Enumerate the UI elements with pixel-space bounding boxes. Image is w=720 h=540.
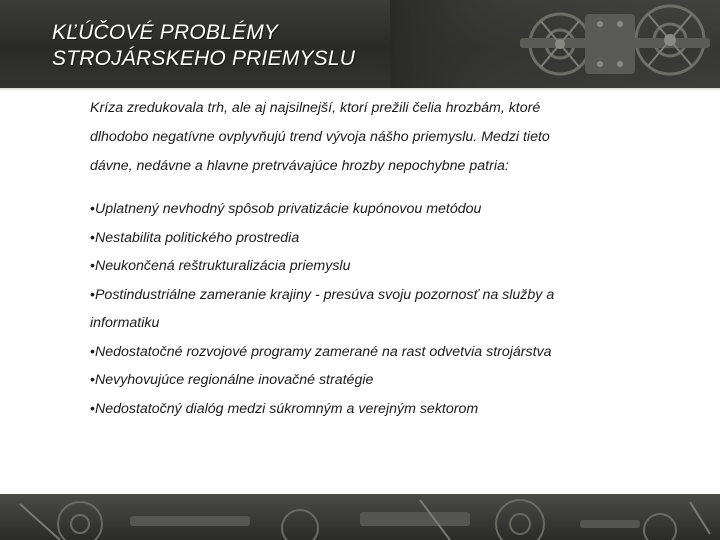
bullet-icon: • (90, 343, 95, 360)
list-item: •Nestabilita politického prostredia (90, 229, 300, 246)
list-item: •Postindustriálne zameranie krajiny - presúva svoju pozornosť na služby a (90, 286, 555, 303)
threat-list (90, 195, 680, 423)
bullet-icon: • (90, 400, 95, 417)
list-item: •Uplatnený nevhodný spôsob privatizácie kupónovou metódou (90, 201, 482, 217)
list-item: •Nevyhovujúce regionálne inovačné stratégie (90, 372, 374, 388)
bullet-icon: • (90, 201, 95, 217)
intro-line-1: Kríza zredukovala trh, ale aj najsilnejší, ktorí prežili čelia hrozbám, ktoré (90, 100, 541, 116)
intro-paragraph (90, 94, 680, 181)
bullet-icon: • (90, 229, 95, 246)
bullet-icon: • (90, 258, 95, 274)
header-band (0, 0, 720, 88)
machinery-header-image (390, 0, 720, 88)
slide-title (52, 20, 355, 72)
title-line-1: KĽÚČOVÉ PROBLÉMY (52, 21, 279, 44)
list-item: •Nedostatočný dialóg medzi súkromným a verejným sektorom (90, 400, 479, 417)
bullet-icon: • (90, 286, 95, 303)
slide-content (90, 94, 680, 423)
footer-band (0, 494, 720, 540)
list-item: •Nedostatočné rozvojové programy zamerané na rast odvetvia strojárstva (90, 343, 552, 360)
list-item-continuation: informatiku (90, 315, 160, 331)
intro-line-2: dlhodobo negatívne ovplyvňujú trend vývoja nášho priemyslu. Medzi tieto (90, 129, 550, 145)
title-line-2: STROJÁRSKEHO PRIEMYSLU (52, 47, 356, 70)
intro-line-3: dávne, nedávne a hlavne pretrvávajúce hrozby nepochybne patria: (90, 158, 509, 174)
header-divider (0, 88, 720, 91)
machinery-footer-image (0, 494, 720, 540)
list-item: •Neukončená reštrukturalizácia priemyslu (90, 258, 351, 274)
bullet-icon: • (90, 372, 95, 388)
